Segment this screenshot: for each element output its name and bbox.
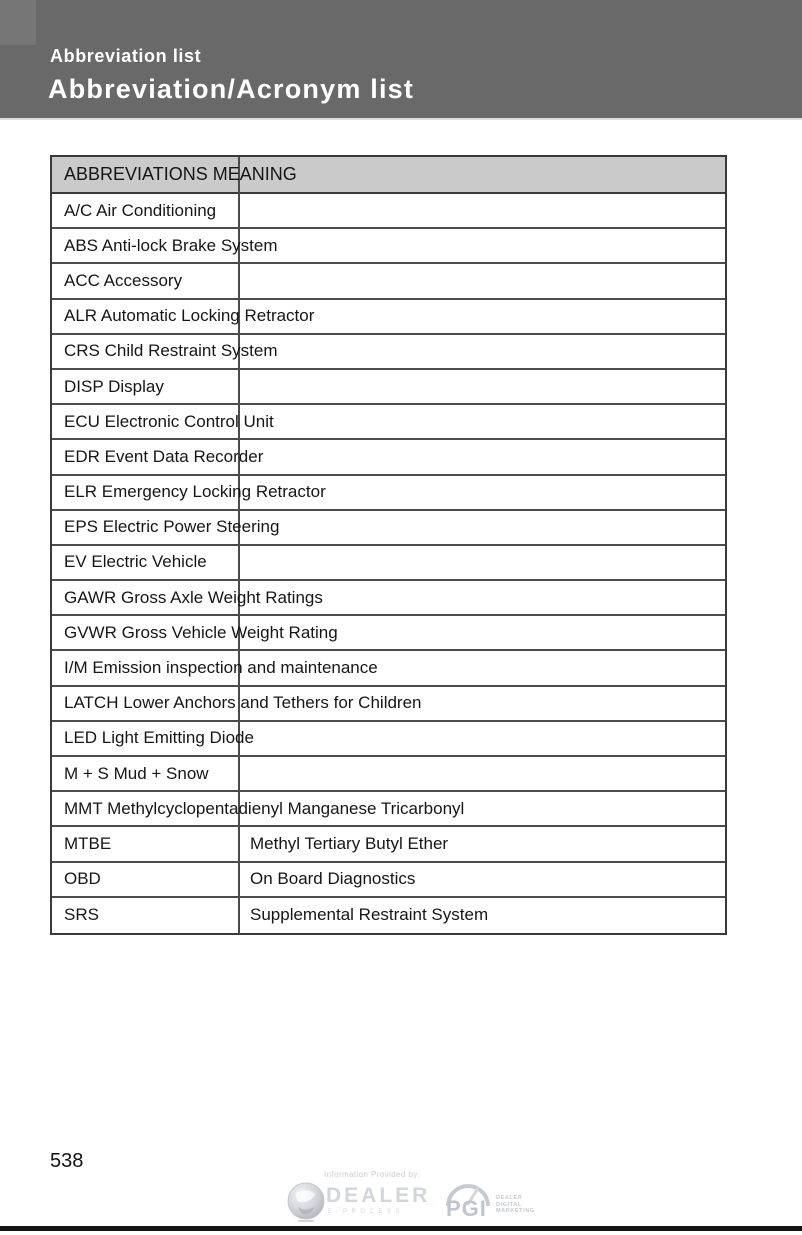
meaning-cell: Supplemental Restraint System [250,905,489,925]
table-header-label: ABBREVIATIONS MEANING [64,164,297,184]
dealer-logo-text: DEALER [326,1184,431,1207]
pgi-line: DIGITAL [496,1201,522,1208]
table-row [52,827,725,862]
pgi-logo-text [496,1195,535,1215]
table-row [52,581,725,616]
abbreviation-cell: MTBE [64,833,112,853]
table-row [52,546,725,581]
abbreviation-cell: LATCH Lower Anchors and Tethers for Children [64,693,422,713]
table-row [52,511,725,546]
table-row [52,687,725,722]
abbreviation-cell: A/C Air Conditioning [64,200,217,220]
abbreviation-cell: CRS Child Restraint System [64,341,278,361]
pgi-gauge-icon [442,1176,494,1222]
abbreviation-cell: M + S Mud + Snow [64,763,209,783]
table-row [52,757,725,792]
abbreviation-cell: DISP Display [64,376,164,396]
abbreviation-cell: ECU Electronic Control Unit [64,411,274,431]
table-row [52,335,725,370]
table-row [52,863,725,898]
header-divider-line [0,118,802,120]
table-row [52,440,725,475]
table-row [52,264,725,299]
bottom-rule [0,1226,802,1231]
abbreviation-cell: ALR Automatic Locking Retractor [64,306,315,326]
table-row [52,194,725,229]
page-number: 538 [50,1150,84,1172]
abbreviation-cell: EV Electric Vehicle [64,552,207,572]
dealer-logo-subtext: E-PROCESS [328,1209,404,1215]
provided-by-label: Information Provided by: [324,1170,421,1179]
table-row [52,898,725,933]
table-row [52,792,725,827]
abbreviation-cell: EDR Event Data Recorder [64,446,264,466]
abbreviation-cell: OBD [64,869,101,889]
globe-icon [286,1181,326,1223]
table-row [52,616,725,651]
abbreviation-cell: LED Light Emitting Diode [64,728,254,748]
abbreviation-cell: MMT Methylcyclopentadienyl Manganese Tricarbonyl [64,798,465,818]
page-title: Abbreviation/Acronym list [48,74,415,104]
abbreviation-cell: ABS Anti-lock Brake System [64,235,278,255]
table-row [52,229,725,264]
pgi-line: DEALER [496,1195,523,1201]
abbreviation-table [50,155,727,935]
table-header-row [52,157,725,194]
table-row [52,370,725,405]
abbreviation-cell: SRS [64,905,99,925]
abbreviation-cell: EPS Electric Power Steering [64,517,280,537]
watermark-logos [284,1166,544,1226]
meaning-cell: On Board Diagnostics [250,869,416,889]
table-row [52,300,725,335]
abbreviation-cell: GVWR Gross Vehicle Weight Rating [64,622,338,642]
table-row [52,476,725,511]
scan-artifact-corner [0,0,36,45]
abbreviation-cell: ELR Emergency Locking Retractor [64,482,326,502]
table-row [52,651,725,686]
abbreviation-cell: I/M Emission inspection and maintenance [64,658,378,678]
svg-text:PGI: PGI [446,1196,487,1221]
pgi-line: MARKETING [496,1208,535,1214]
abbreviation-cell: ACC Accessory [64,270,183,290]
page-header [0,0,802,118]
abbreviation-cell: GAWR Gross Axle Weight Ratings [64,587,323,607]
table-row [52,405,725,440]
meaning-cell: Methyl Tertiary Butyl Ether [250,833,449,853]
section-kicker: Abbreviation list [50,46,202,66]
table-row [52,722,725,757]
